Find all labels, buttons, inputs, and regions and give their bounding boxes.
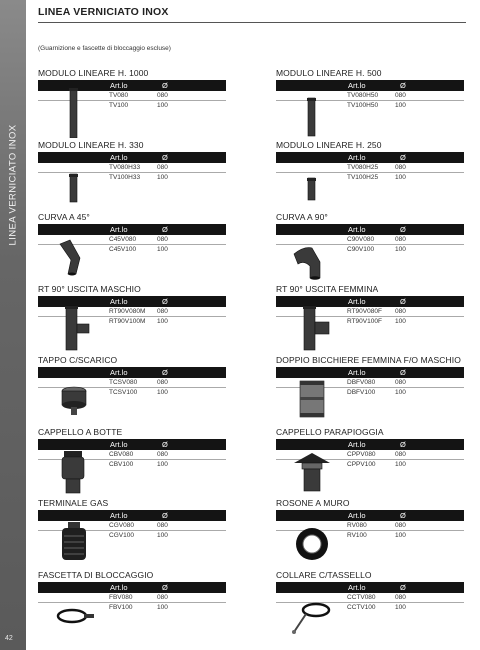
diameter-value: 080 (157, 236, 168, 243)
product-name: ROSONE A MURO (276, 498, 350, 508)
diameter-value: 100 (157, 174, 168, 181)
header-diameter: Ø (162, 153, 168, 162)
header-diameter: Ø (400, 225, 406, 234)
header-diameter: Ø (162, 440, 168, 449)
header-article: Art.lo (110, 511, 128, 520)
header-diameter: Ø (400, 511, 406, 520)
article-code: RT90V080M (109, 308, 146, 315)
diameter-value: 100 (395, 102, 406, 109)
article-code: TV100H33 (109, 174, 141, 181)
header-diameter: Ø (162, 511, 168, 520)
product-name: RT 90° USCITA FEMMINA (276, 284, 379, 294)
diameter-value: 080 (395, 164, 406, 171)
product-name: DOPPIO BICCHIERE FEMMINA F/O MASCHIO (276, 355, 461, 365)
drain-cap-icon (52, 375, 96, 425)
product-block (38, 355, 226, 425)
barrel-cap-icon (52, 447, 96, 497)
diameter-value: 080 (157, 164, 168, 171)
page-subtitle: (Guarnizione e fascette di bloccaggio escluse) (38, 45, 171, 52)
article-code: RT90V100F (347, 318, 382, 325)
page-title: LINEA VERNICIATO INOX (38, 6, 169, 18)
double-socket-icon (290, 375, 334, 425)
straight-pipe-short-icon (52, 160, 96, 210)
article-code: CCTV100 (347, 604, 376, 611)
header-diameter: Ø (400, 440, 406, 449)
article-code: TV100H50 (347, 102, 379, 109)
product-block (38, 284, 226, 354)
header-article: Art.lo (348, 511, 366, 520)
product-block (38, 498, 226, 568)
header-diameter: Ø (162, 368, 168, 377)
straight-pipe-medium-icon (290, 88, 334, 138)
diameter-value: 100 (395, 604, 406, 611)
product-name: FASCETTA DI BLOCCAGGIO (38, 570, 154, 580)
product-block (38, 140, 226, 210)
article-code: TV080H25 (347, 164, 379, 171)
article-code: CPPV100 (347, 461, 376, 468)
product-block (38, 68, 226, 138)
diameter-value: 080 (395, 308, 406, 315)
wall-collar-icon (290, 590, 334, 640)
header-diameter: Ø (400, 81, 406, 90)
article-code: CGV100 (109, 532, 134, 539)
header-diameter: Ø (400, 368, 406, 377)
header-article: Art.lo (110, 368, 128, 377)
wall-rosette-icon (290, 518, 334, 568)
article-code: DBFV100 (347, 389, 376, 396)
diameter-value: 080 (395, 236, 406, 243)
product-block (38, 212, 226, 282)
gas-terminal-icon (52, 518, 96, 568)
product-block (276, 284, 464, 354)
product-name: CURVA A 90° (276, 212, 328, 222)
header-article: Art.lo (110, 583, 128, 592)
diameter-value: 080 (157, 522, 168, 529)
diameter-value: 080 (395, 379, 406, 386)
header-article: Art.lo (348, 368, 366, 377)
diameter-value: 080 (157, 92, 168, 99)
diameter-value: 100 (395, 532, 406, 539)
product-name: TAPPO C/SCARICO (38, 355, 118, 365)
diameter-value: 080 (395, 451, 406, 458)
diameter-value: 080 (157, 451, 168, 458)
article-code: C45V080 (109, 236, 137, 243)
product-name: CAPPELLO PARAPIOGGIA (276, 427, 384, 437)
article-code: CBV100 (109, 461, 134, 468)
header-diameter: Ø (400, 583, 406, 592)
diameter-value: 080 (157, 308, 168, 315)
diameter-value: 100 (395, 389, 406, 396)
diameter-value: 080 (395, 92, 406, 99)
header-article: Art.lo (348, 297, 366, 306)
article-code: DBFV080 (347, 379, 376, 386)
diameter-value: 100 (395, 174, 406, 181)
product-name: MODULO LINEARE H. 500 (276, 68, 382, 78)
header-diameter: Ø (400, 297, 406, 306)
diameter-value: 100 (157, 461, 168, 468)
article-code: C90V080 (347, 236, 375, 243)
tee-male-icon (52, 304, 96, 354)
diameter-value: 100 (157, 318, 168, 325)
product-block (38, 427, 226, 497)
diameter-value: 080 (395, 594, 406, 601)
header-article: Art.lo (348, 153, 366, 162)
header-article: Art.lo (110, 440, 128, 449)
product-block (276, 68, 464, 138)
article-code: RT90V100M (109, 318, 146, 325)
header-article: Art.lo (348, 440, 366, 449)
diameter-value: 100 (395, 318, 406, 325)
header-diameter: Ø (162, 81, 168, 90)
product-block (276, 427, 464, 497)
product-name: TERMINALE GAS (38, 498, 109, 508)
product-block (276, 140, 464, 210)
product-block (276, 355, 464, 425)
diameter-value: 100 (395, 246, 406, 253)
article-code: CCTV080 (347, 594, 376, 601)
elbow-45-icon (52, 232, 96, 282)
article-code: TCSV100 (109, 389, 138, 396)
article-code: C45V100 (109, 246, 137, 253)
product-name: RT 90° USCITA MASCHIO (38, 284, 141, 294)
diameter-value: 080 (157, 594, 168, 601)
article-code: CPPV080 (347, 451, 376, 458)
header-article: Art.lo (110, 153, 128, 162)
straight-pipe-long-icon (52, 88, 96, 138)
article-code: C90V100 (347, 246, 375, 253)
header-article: Art.lo (348, 225, 366, 234)
diameter-value: 100 (395, 461, 406, 468)
article-code: RV080 (347, 522, 367, 529)
sidebar (0, 0, 26, 650)
locking-band-icon (52, 590, 96, 640)
article-code: CBV080 (109, 451, 134, 458)
diameter-value: 100 (157, 604, 168, 611)
diameter-value: 080 (395, 522, 406, 529)
product-name: MODULO LINEARE H. 250 (276, 140, 382, 150)
product-name: COLLARE C/TASSELLO (276, 570, 372, 580)
product-name: MODULO LINEARE H. 1000 (38, 68, 149, 78)
article-code: FBV080 (109, 594, 133, 601)
page-header (38, 6, 169, 18)
title-rule (38, 22, 466, 23)
product-block (38, 570, 226, 640)
diameter-value: 100 (157, 532, 168, 539)
page-number: 42 (5, 635, 13, 642)
article-code: RT90V080F (347, 308, 382, 315)
header-diameter: Ø (162, 297, 168, 306)
article-code: TV100H25 (347, 174, 379, 181)
article-code: TCSV080 (109, 379, 138, 386)
straight-pipe-shortest-icon (290, 160, 334, 210)
diameter-value: 080 (157, 379, 168, 386)
product-name: CAPPELLO A BOTTE (38, 427, 123, 437)
elbow-90-icon (290, 232, 334, 282)
header-diameter: Ø (162, 225, 168, 234)
article-code: CGV080 (109, 522, 134, 529)
product-name: MODULO LINEARE H. 330 (38, 140, 144, 150)
rain-cap-icon (290, 447, 334, 497)
diameter-value: 100 (157, 389, 168, 396)
article-code: TV080 (109, 92, 129, 99)
diameter-value: 100 (157, 246, 168, 253)
article-code: FBV100 (109, 604, 133, 611)
header-article: Art.lo (110, 81, 128, 90)
header-article: Art.lo (110, 225, 128, 234)
sidebar-label: LINEA VERNICIATO INOX (7, 124, 19, 246)
article-code: TV080H50 (347, 92, 379, 99)
product-name: CURVA A 45° (38, 212, 90, 222)
product-block (276, 212, 464, 282)
article-code: RV100 (347, 532, 367, 539)
header-article: Art.lo (348, 81, 366, 90)
header-diameter: Ø (400, 153, 406, 162)
tee-female-icon (290, 304, 334, 354)
diameter-value: 100 (157, 102, 168, 109)
header-article: Art.lo (348, 583, 366, 592)
header-diameter: Ø (162, 583, 168, 592)
article-code: TV080H33 (109, 164, 141, 171)
header-article: Art.lo (110, 297, 128, 306)
product-block (276, 498, 464, 568)
product-block (276, 570, 464, 640)
article-code: TV100 (109, 102, 129, 109)
